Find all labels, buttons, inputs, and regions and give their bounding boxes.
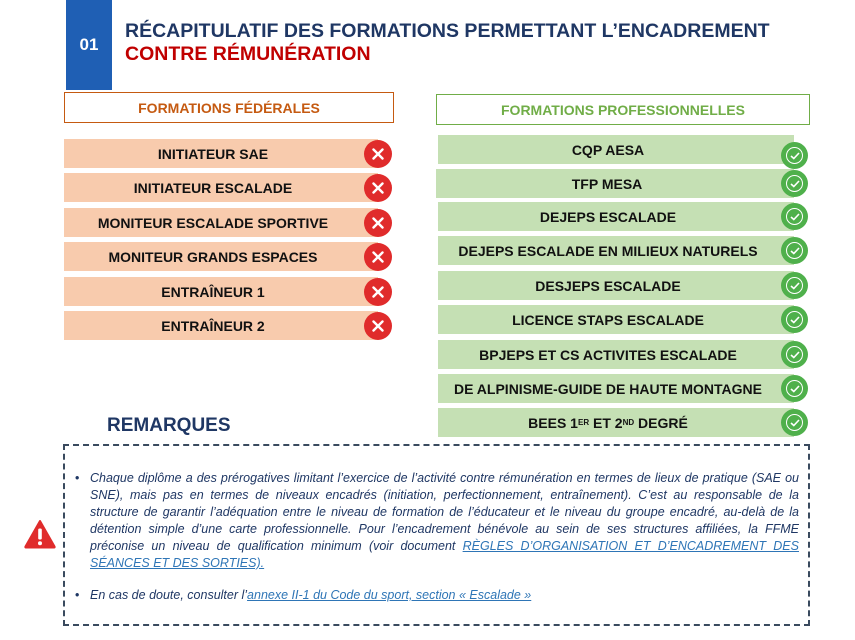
page-title <box>125 20 835 66</box>
bullet: • <box>75 471 80 485</box>
federal-heading: FORMATIONS FÉDÉRALES <box>64 92 394 123</box>
check-icon <box>781 341 808 368</box>
cross-icon <box>364 140 392 168</box>
professional-item: LICENCE STAPS ESCALADE <box>438 305 794 334</box>
professional-item: CQP AESA <box>438 135 794 164</box>
professional-item: TFP MESA <box>436 169 794 198</box>
professional-item: DE ALPINISME-GUIDE DE HAUTE MONTAGNE <box>438 374 794 403</box>
federal-item: INITIATEUR ESCALADE <box>64 173 378 202</box>
cross-icon <box>364 243 392 271</box>
check-icon <box>781 306 808 333</box>
professional-item: DEJEPS ESCALADE EN MILIEUX NATURELS <box>438 236 794 265</box>
cross-icon <box>364 209 392 237</box>
remark-item <box>75 587 799 604</box>
rules-document-link[interactable]: RÈGLES D’ORGANISATION ET D’ENCADREMENT DES SÉANCES ET DES SORTIES). <box>90 539 799 570</box>
sport-code-link[interactable]: annexe II-1 du Code du sport, section « Escalade » <box>247 588 532 602</box>
federal-item: MONITEUR GRANDS ESPACES <box>64 242 378 271</box>
remark-item <box>75 470 799 572</box>
remarks-title: REMARQUES <box>107 415 231 436</box>
cross-icon <box>364 278 392 306</box>
check-icon <box>781 237 808 264</box>
warning-icon <box>24 519 56 554</box>
check-icon <box>781 375 808 402</box>
professional-heading: FORMATIONS PROFESSIONNELLES <box>436 94 810 125</box>
bullet: • <box>75 588 80 602</box>
remark-text: En cas de doute, consulter l’ <box>90 588 248 602</box>
federal-item: ENTRAÎNEUR 2 <box>64 311 378 340</box>
check-icon <box>781 170 808 197</box>
check-icon <box>781 409 808 436</box>
check-icon <box>781 142 808 169</box>
cross-icon <box>364 312 392 340</box>
title-main: RÉCAPITULATIF DES FORMATIONS PERMETTANT L’ENCADREMENT <box>125 20 770 42</box>
federal-item: INITIATEUR SAE <box>64 139 378 168</box>
title-accent: CONTRE RÉMUNÉRATION <box>125 43 371 65</box>
cross-icon <box>364 174 392 202</box>
professional-item: DESJEPS ESCALADE <box>438 271 794 300</box>
check-icon <box>781 272 808 299</box>
professional-item: DEJEPS ESCALADE <box>438 202 794 231</box>
remarks-box <box>63 444 810 626</box>
professional-item: BEES 1 ER ET 2 ND DEGRÉ <box>438 408 794 437</box>
professional-item: BPJEPS ET CS ACTIVITES ESCALADE <box>438 340 794 369</box>
federal-item: ENTRAÎNEUR 1 <box>64 277 378 306</box>
check-icon <box>781 203 808 230</box>
federal-item: MONITEUR ESCALADE SPORTIVE <box>64 208 378 237</box>
remark-text: Chaque diplôme a des prérogatives limitant l’exercice de l’activité contre rémunération en termes de lieux de pratique (SAE ou SNE), mais pas en termes de niveaux encadrés (initiation, perfectionnement, entraînement). C’est au responsable de la structure de garantir l’adéquation entre le niveau de formation de l’éducateur et le niveau du groupe encadré, au-delà de la détention simple d’une carte professionnelle. Pour l’encadrement bénévole au sein de ses structures affiliées, la FFME préconise un niveau de qualification minimum (voir document <box>90 471 799 553</box>
section-number: 01 <box>66 0 112 90</box>
